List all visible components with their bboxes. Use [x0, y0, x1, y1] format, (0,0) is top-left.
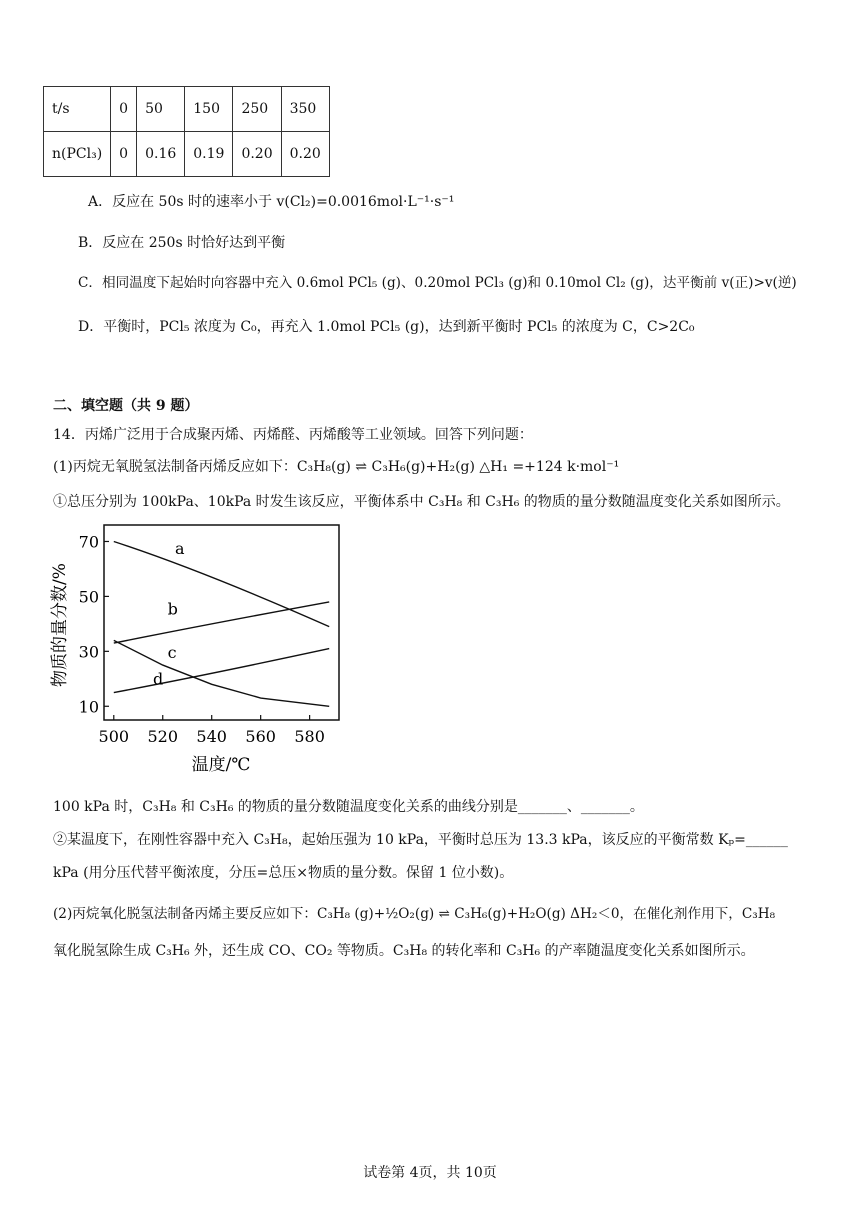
x-tick-label: 500: [98, 727, 130, 746]
series-label-b: b: [167, 599, 178, 619]
y-tick-label: 30: [78, 642, 99, 662]
table-row: [44, 87, 330, 132]
y-tick-label: 10: [78, 697, 99, 717]
option-c: C．相同温度下起始时向容器中充入 0.6mol PCl₅ (g)、0.20mol PCl₃ (g)和 0.10mol Cl₂ (g)，达平衡前 v(正)>v(逆): [78, 275, 797, 291]
option-a: A．反应在 50s 时的速率小于 v(Cl₂)=0.0016mol·L⁻¹·s⁻¹: [88, 194, 455, 210]
table-cell: 250: [233, 87, 281, 132]
series-label-c: c: [167, 643, 177, 663]
question-14-sub2-cont: kPa (用分压代替平衡浓度，分压=总压×物质的量分数。保留 1 位小数)。: [53, 865, 514, 881]
option-b: B．反应在 250s 时恰好达到平衡: [78, 235, 286, 251]
page-footer: 试卷第 4页，共 10页: [363, 1165, 497, 1181]
table-cell: 0.20: [281, 132, 329, 177]
series-line-b: [114, 602, 329, 643]
y-tick-label: 70: [78, 532, 99, 552]
y-tick-label: 50: [78, 587, 99, 607]
question-14-sub1: ①总压分别为 100kPa、10kPa 时发生该反应，平衡体系中 C₃H₈ 和 C₃H₆ 的物质的量分数随温度变化关系如图所示。: [53, 494, 790, 510]
x-axis-label: 温度/℃: [191, 755, 251, 775]
series-label-d: d: [152, 669, 164, 689]
question-14-part2-cont: 氧化脱氢除生成 C₃H₆ 外，还生成 CO、CO₂ 等物质。C₃H₈ 的转化率和 C₃H₆ 的产率随温度变化关系如图所示。: [53, 943, 755, 959]
question-14-sub2: ②某温度下，在刚性容器中充入 C₃H₈，起始压强为 10 kPa，平衡时总压为 13.3 kPa，该反应的平衡常数 Kₚ=______: [53, 832, 788, 848]
table-cell: 0.20: [233, 132, 281, 177]
table-cell: 0.16: [137, 132, 185, 177]
question-14-part2: (2)丙烷氧化脱氢法制备丙烯主要反应如下：C₃H₈ (g)+½O₂(g) ⇌ C₃H₆(g)+H₂O(g) ΔH₂＜0，在催化剂作用下，C₃H₈: [53, 906, 776, 922]
x-tick-label: 580: [294, 727, 325, 746]
table-cell: 0: [111, 132, 137, 177]
question-14-blank-curves: 100 kPa 时，C₃H₈ 和 C₃H₆ 的物质的量分数随温度变化关系的曲线分别是_______、_______。: [53, 799, 644, 815]
section-title: 二、填空题（共 9 题）: [53, 398, 199, 414]
option-d: D．平衡时，PCl₅ 浓度为 C₀，再充入 1.0mol PCl₅ (g)，达到新平衡时 PCl₅ 的浓度为 C，C>2C₀: [78, 319, 695, 335]
series-line-d: [114, 649, 329, 693]
table-cell: 150: [185, 87, 233, 132]
table-row: [44, 132, 330, 177]
table-cell: 0: [111, 87, 137, 132]
series-line-a: [114, 538, 329, 626]
question-14-intro: 14．丙烯广泛用于合成聚丙烯、丙烯醛、丙烯酸等工业领域。回答下列问题：: [53, 427, 533, 443]
series-line-c: [114, 640, 329, 706]
x-tick-label: 540: [196, 727, 227, 746]
table-cell: 0.19: [185, 132, 233, 177]
x-tick-label: 560: [245, 727, 276, 746]
mole-fraction-chart: [43, 520, 353, 780]
pcl3-data-table: [43, 86, 330, 177]
series-label-a: a: [174, 538, 185, 558]
x-tick-label: 520: [147, 727, 179, 746]
question-14-part1: (1)丙烷无氧脱氢法制备丙烯反应如下：C₃H₈(g) ⇌ C₃H₆(g)+H₂(g) △H₁ =+124 k·mol⁻¹: [53, 459, 620, 475]
y-axis-label: 物质的量分数/%: [50, 563, 70, 687]
table-cell: n(PCl₃): [44, 132, 111, 177]
table-cell: 50: [137, 87, 185, 132]
table-cell: t/s: [44, 87, 111, 132]
table-cell: 350: [281, 87, 329, 132]
